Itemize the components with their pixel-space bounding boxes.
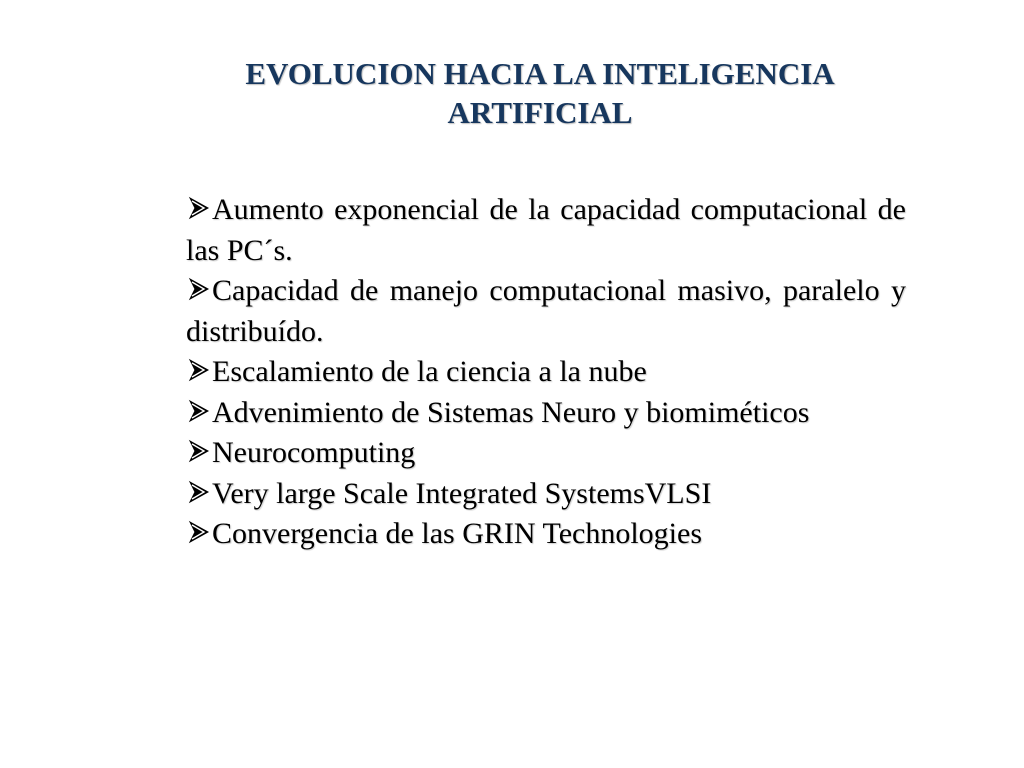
list-item [186, 271, 906, 352]
list-item-text: Aumento exponencial de la capacidad computacional de las PC´s. [186, 193, 906, 267]
slide-title [150, 54, 930, 132]
list-item-text: Neurocomputing [212, 436, 416, 469]
list-item [186, 393, 906, 434]
bullet-list [186, 190, 906, 555]
title-line-2: ARTIFICIAL [447, 95, 633, 130]
list-item-text: Very large Scale Integrated SystemsVLSI [212, 476, 712, 510]
arrow-bullet-icon [186, 479, 212, 505]
arrow-bullet-icon [186, 519, 212, 545]
list-item [186, 190, 906, 271]
arrow-bullet-icon [186, 398, 212, 424]
list-item-text: Escalamiento de la ciencia a la nube [212, 355, 647, 388]
list-item [186, 352, 906, 393]
list-item-text: Advenimiento de Sistemas Neuro y biomiméticos [212, 395, 810, 429]
list-item-text: Convergencia de las GRIN Technologies [212, 517, 703, 550]
list-item-text: Capacidad de manejo computacional masivo, paralelo y distribuído. [186, 274, 906, 348]
list-item [186, 433, 906, 474]
arrow-bullet-icon [186, 438, 212, 464]
list-item [186, 474, 906, 515]
title-line-1: EVOLUCION HACIA LA INTELIGENCIA [245, 56, 835, 91]
arrow-bullet-icon [186, 195, 212, 221]
arrow-bullet-icon [186, 357, 212, 383]
arrow-bullet-icon [186, 276, 212, 302]
list-item [186, 514, 906, 555]
